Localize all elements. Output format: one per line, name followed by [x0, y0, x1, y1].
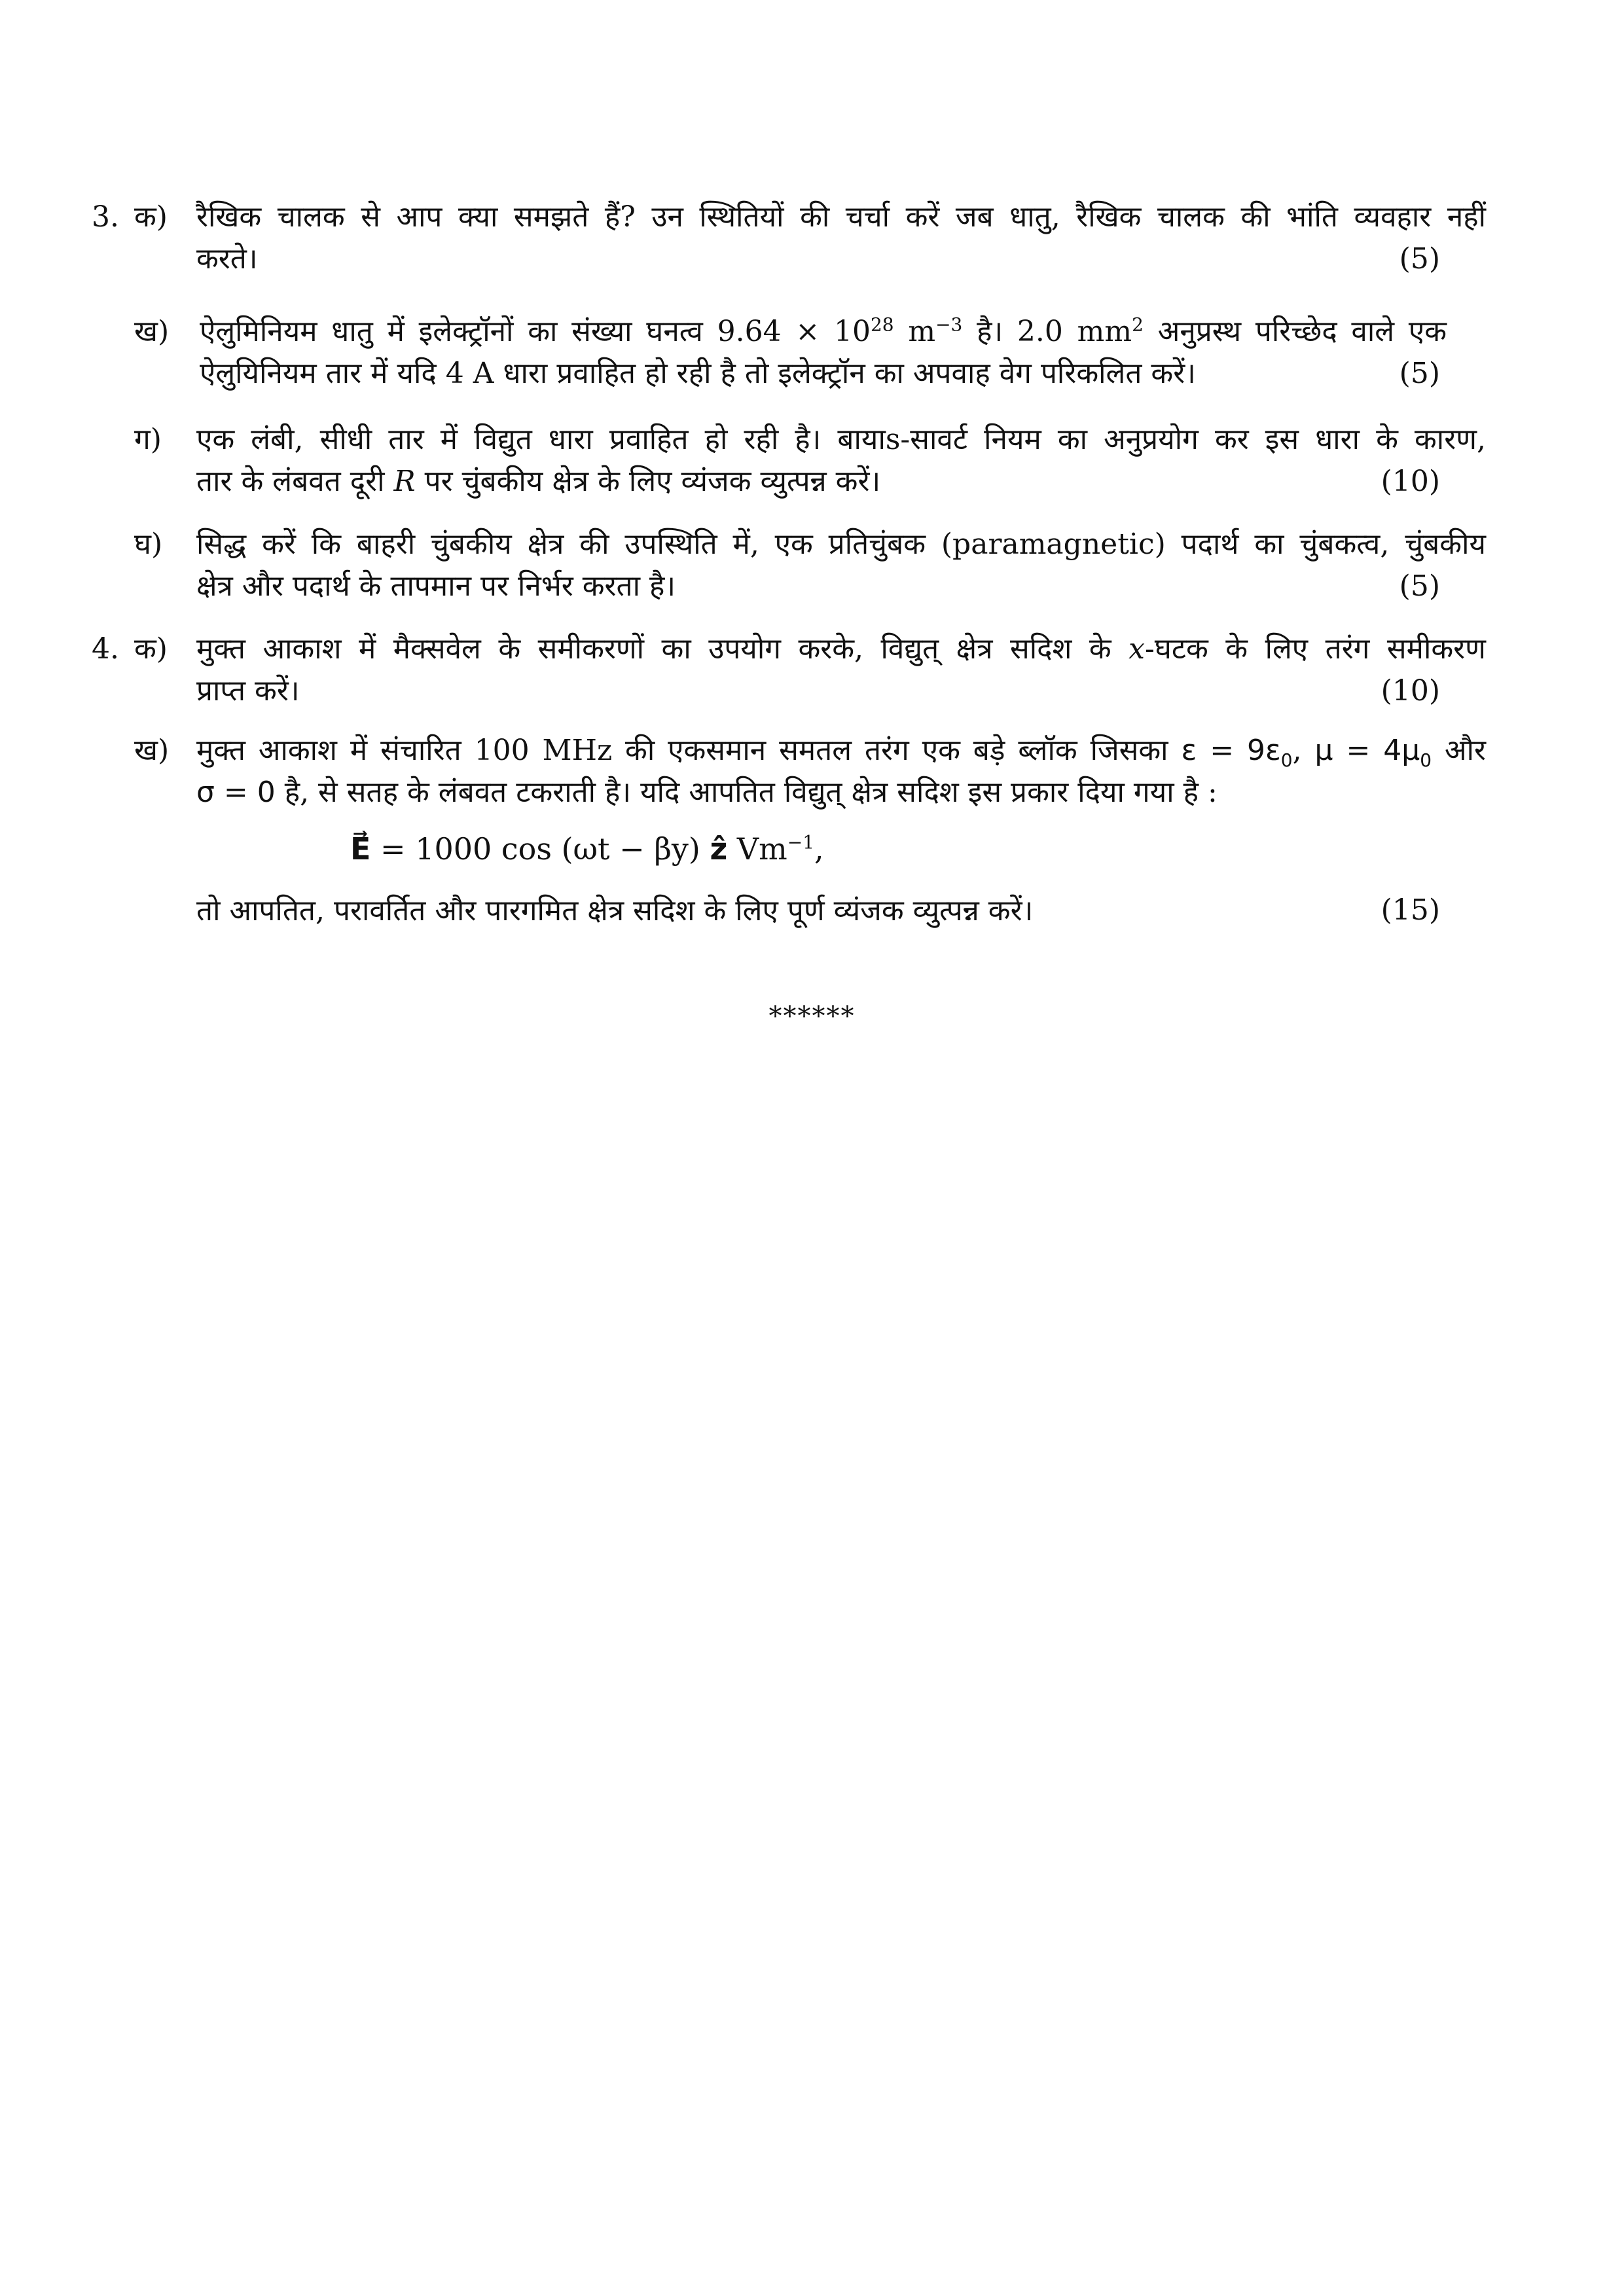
q3b-line1: ऐलुमिनियम धातु में इलेक्ट्रॉनों का संख्या घनत्व $9.64 \times 10^{28}$ $m^{-3}$ है। 2.0 $mm^2$ अनुप्रस्थ परिच्छेद वाले एक [200, 314, 1447, 348]
q4a-marks: (10) [1380, 674, 1440, 708]
q3d-marks: (5) [1399, 569, 1440, 603]
q3a-block [92, 196, 1486, 280]
q3b-label: ख) [134, 315, 170, 348]
q4-number: 4. [92, 632, 119, 666]
q3a-label: क) [134, 200, 168, 234]
q4b-line1: मुक्त आकाश में संचारित 100 MHz की एकसमान समतल तरंग एक बड़े ब्लॉक जिसका $\varepsilon = 9\varepsilon_0$, $\mu = 4\mu_0$ और [196, 734, 1486, 771]
q3c-marks: (10) [1380, 465, 1440, 498]
q3b-marks: (5) [1399, 357, 1440, 390]
q4b-block [92, 730, 1486, 946]
q4b-label: ख) [134, 734, 170, 767]
q4a-label: क) [134, 632, 168, 666]
q3c-line2: तार के लंबवत दूरी R पर चुंबकीय क्षेत्र के लिए व्यंजक व्युत्पन्न करें। [196, 465, 881, 498]
q4a-block [92, 628, 1486, 712]
q3d-block [92, 524, 1486, 607]
q3a-line2: करते। [196, 242, 258, 276]
q3c-label: ग) [134, 423, 162, 456]
q4b-line2: σ = 0 है, से सतह के लंबवत टकराती है। यदि आपतित विद्युत् क्षेत्र सदिश इस प्रकार दिया गया है : [196, 776, 1218, 809]
q3-number: 3. [92, 200, 119, 234]
q3c-block [92, 419, 1486, 503]
q4a-line1: मुक्त आकाश में मैक्सवेल के समीकरणों का उपयोग करके, विद्युत् क्षेत्र सदिश के x-घटक के लिए तरंग समीकरण [196, 632, 1486, 666]
q3d-line1: सिद्ध करें कि बाहरी चुंबकीय क्षेत्र की उपस्थिति में, एक प्रतिचुंबक (paramagnetic) पदार्थ का चुंबकत्व, चुंबकीय [196, 528, 1486, 561]
q4b-formula: E⃗ = 1000 cos (ωt − βy) ẑ $Vm^{-1}$, [350, 831, 824, 867]
q3a-line1: रैखिक चालक से आप क्या समझते हैं? उन स्थितियों की चर्चा करें जब धातु, रैखिक चालक की भांति व्यवहार नहीं [196, 200, 1486, 234]
q4b-marks: (15) [1380, 893, 1440, 927]
q4a-line2: प्राप्त करें। [196, 674, 300, 708]
end-of-paper-stars: ****** [768, 1001, 856, 1031]
q3d-label: घ) [134, 528, 163, 561]
q3b-line2: ऐलुयिनियम तार में यदि 4 A धारा प्रवाहित हो रही है तो इलेक्ट्रॉन का अपवाह वेग परिकलित करें। [200, 357, 1196, 390]
q3c-line1: एक लंबी, सीधी तार में विद्युत धारा प्रवाहित हो रही है। बायाs-सावर्ट नियम का अनुप्रयोग कर इस धारा के कारण, [196, 423, 1486, 456]
q3a-marks: (5) [1399, 242, 1440, 276]
q3b-block [92, 311, 1486, 395]
q3d-line2: क्षेत्र और पदार्थ के तापमान पर निर्भर करता है। [196, 569, 676, 603]
q4b-line3: तो आपतित, परावर्तित और पारगमित क्षेत्र सदिश के लिए पूर्ण व्यंजक व्युत्पन्न करें। [196, 894, 1034, 927]
